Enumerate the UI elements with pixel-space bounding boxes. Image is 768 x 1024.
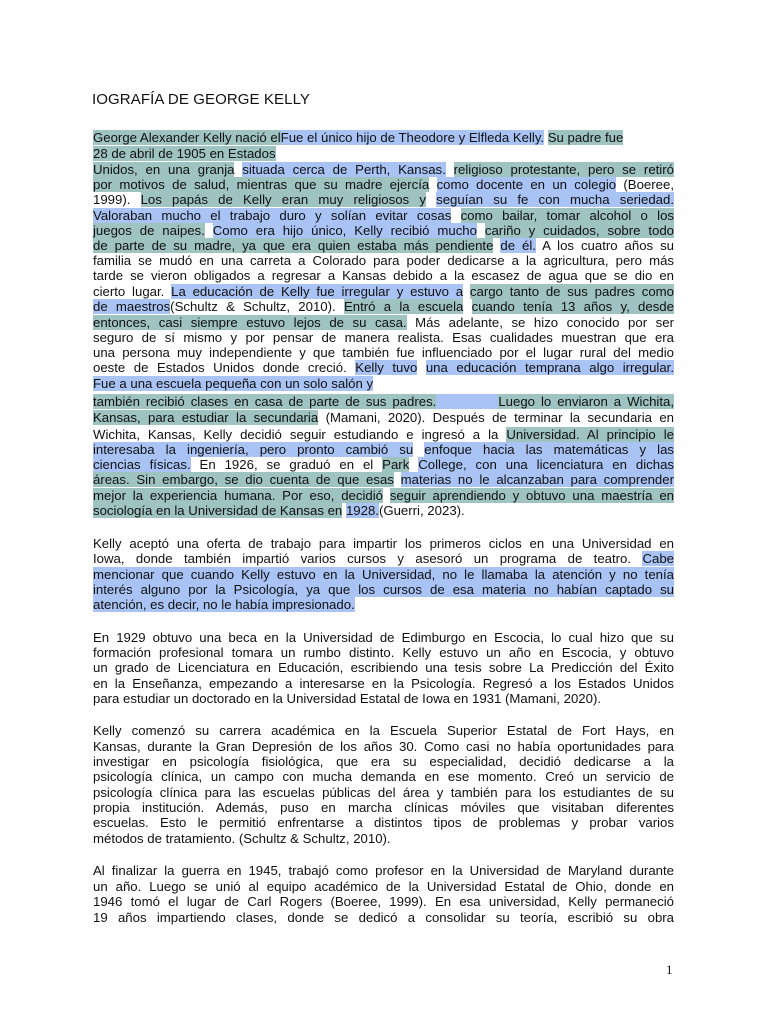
text-line: Wichita, Kansas, Kelly decidió seguir estudiando e ingresó a la Universidad. Al principio le — [93, 427, 674, 442]
text-line: interés alguno por la Psicología, ya que los cursos de esa materia no habían captado su — [93, 582, 674, 597]
text-line: 1946 tomó el lugar de Carl Rogers (Boeree, 1999). En esa universidad, Kelly permaneció — [93, 894, 674, 909]
text-line: áreas. Sin embargo, se dio cuenta de que esas materias no le alcanzaban para comprender — [93, 472, 674, 487]
text-line: sociología en la Universidad de Kansas en 1928.(Guerri, 2023). — [93, 503, 465, 518]
page-number: 1 — [666, 962, 673, 977]
text-line: Iowa, donde también impartió varios cursos y asesoró un programa de teatro. Cabe — [93, 551, 674, 566]
text-line: 19 años impartiendo clases, donde se dedicó a consolidar su teoría, escribió su obra — [93, 910, 674, 925]
text-line: Fue a una escuela pequeña con un solo salón y — [93, 376, 374, 391]
text-line: Kansas, para estudiar la secundaria (Mamani, 2020). Después de terminar la secundaria en — [93, 410, 674, 425]
text-line: seguro de sí mismo y por pensar de manera realista. Esas cualidades muestran que era — [93, 330, 674, 345]
text-line: formación profesional tomara un rumbo distinto. Kelly estuvo un año en Escocia, y obtuvo — [93, 645, 674, 660]
text-line: de parte de su madre, ya que era quien estaba más pendiente de él. A los cuatro años su — [93, 238, 675, 253]
text-line: atención, es decir, no le había impresionado. — [93, 597, 355, 612]
text-line: propia institución. Además, puso en marcha clínicas móviles que visitaban diferentes — [93, 800, 674, 815]
text-line: juegos de naipes. Como era hijo único, Kelly recibió mucho cariño y cuidados, sobre todo — [93, 223, 675, 238]
document-title: IOGRAFÍA DE GEORGE KELLY — [92, 91, 311, 108]
text-line: 28 de abril de 1905 en Estados — [93, 146, 276, 161]
text-line: psicología clínica para las escuelas públicas del área y también para los estudiantes de su — [93, 785, 674, 800]
text-line: entonces, casi siempre estuvo lejos de su casa. Más adelante, se hizo conocido por ser — [93, 315, 674, 330]
text-line: interesaba la ingeniería, pero pronto cambió su enfoque hacia las matemáticas y las — [93, 442, 674, 457]
text-line: oeste de Estados Unidos donde creció. Kelly tuvo una educación temprana algo irregular. — [93, 360, 674, 375]
text-line: en la Enseñanza, empezando a interesarse en la Psicología. Regresó a los Estados Unidos — [93, 676, 674, 691]
text-line: por motivos de salud, mientras que su madre ejercía como docente en un colegio (Boeree, — [93, 177, 674, 192]
text-line: George Alexander Kelly nació elFue el único hijo de Theodore y Elfleda Kelly. Su padre fue — [93, 130, 624, 145]
text-line: de maestros(Schultz & Schultz, 2010). Entró a la escuela cuando tenía 13 años y, desde — [93, 299, 674, 314]
text-line: 1999). Los papás de Kelly eran muy religiosos y seguían su fe con mucha seriedad. — [93, 192, 674, 207]
text-line: Kelly comenzó su carrera académica en la Escuela Superior Estatal de Fort Hays, en — [93, 723, 674, 738]
text-line: familia se mudó en una carreta a Colorado para poder dedicarse a la agricultura, pero más — [93, 253, 674, 268]
text-line: Valoraban mucho el trabajo duro y solían evitar cosas como bailar, tomar alcohol o los — [93, 208, 675, 223]
text-line: Al finalizar la guerra en 1945, trabajó como profesor en la Universidad de Maryland durante — [93, 863, 674, 878]
text-line: En 1929 obtuvo una beca en la Universidad de Edimburgo en Escocia, lo cual hizo que su — [93, 630, 674, 645]
text-line: investigar en psicología fisiológica, que era su especialidad, decidió dedicarse a la — [93, 754, 674, 769]
text-line: Unidos, en una granja situada cerca de Perth, Kansas. religioso protestante, pero se retiró — [93, 162, 674, 177]
text-line: métodos de tratamiento. (Schultz & Schultz, 2010). — [93, 831, 391, 846]
text-line: para estudiar un doctorado en la Universidad Estatal de Iowa en 1931 (Mamani, 2020). — [93, 691, 602, 706]
text-line: un año. Luego se unió al equipo académico de la Universidad Estatal de Ohio, donde en — [93, 879, 674, 894]
text-line: ciencias físicas. En 1926, se graduó en el Park College, con una licenciatura en dichas — [93, 457, 675, 472]
text-line: Kansas, durante la Gran Depresión de los años 30. Como casi no había oportunidades para — [93, 739, 674, 754]
text-line: un grado de Licenciatura en Educación, escribiendo una tesis sobre La Predicción del Éxito — [93, 660, 674, 675]
text-line: psicología clínica, un campo con mucha demanda en ese momento. Creó un servicio de — [93, 769, 674, 784]
text-line: Kelly aceptó una oferta de trabajo para impartir los primeros ciclos en una Universidad en — [93, 536, 674, 551]
text-line: una persona muy independiente y que también fue influenciado por el lugar rural del medio — [93, 345, 674, 360]
text-line: también recibió clases en casa de parte de sus padres. Luego lo enviaron a Wichita, — [93, 394, 674, 409]
text-line: cierto lugar. La educación de Kelly fue irregular y estuvo a cargo tanto de sus padres como — [93, 284, 675, 299]
text-line: mencionar que cuando Kelly estuvo en la Universidad, no le llamaba la atención y no tenía — [93, 567, 674, 582]
text-line: mejor la experiencia humana. Por eso, decidió seguir aprendiendo y obtuvo una maestría en — [93, 488, 674, 503]
text-line: escuelas. Esto le permitió enfrentarse a distintos tipos de problemas y probar varios — [93, 815, 674, 830]
text-line: tarde se vieron obligados a regresar a Kansas debido a la escasez de agua que se dio en — [93, 268, 674, 283]
